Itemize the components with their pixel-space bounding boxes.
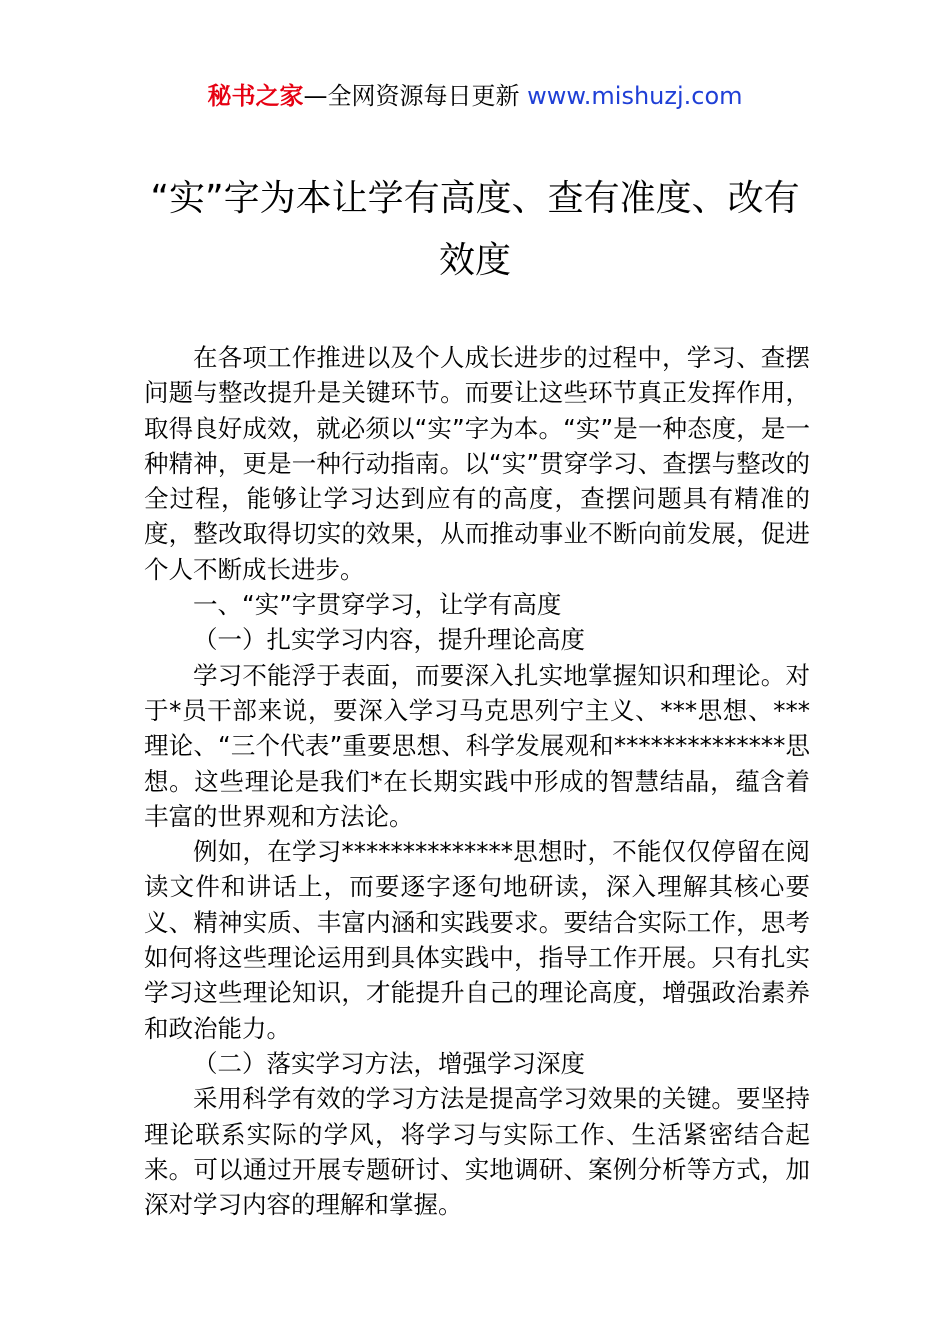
section-heading-1: 一、“实”字贯穿学习，让学有高度: [193, 590, 562, 620]
site-brand: 秘书之家: [207, 82, 304, 110]
document-title: “实”字为本让学有高度、查有准度、改有效度: [150, 178, 800, 281]
body-paragraph: 例如，在学习**************思想时，不能仅仅停留在阅读文件和讲话上，而要逐字逐句地研读，深入理解其核心要义、精神实质、丰富内涵和实践要求。要结合实际工作，思考如何将这些理论运用到具体实践中，指导工作开展。只有扎实学习这些理论知识，才能提升自己的理论高度，增强政治素养和政治能力。: [144, 837, 810, 1043]
site-tagline: —全网资源每日更新: [303, 82, 520, 110]
document-body: [144, 340, 810, 1222]
site-header: [0, 80, 950, 112]
subsection-heading-1: （一）扎实学习内容，提升理论高度: [193, 625, 585, 655]
body-paragraph: 采用科学有效的学习方法是提高学习效果的关键。要坚持理论联系实际的学风，将学习与实际工作、生活紧密结合起来。可以通过开展专题研讨、实地调研、案例分析等方式，加深对学习内容的理解和掌握。: [144, 1084, 810, 1220]
body-paragraph: 学习不能浮于表面，而要深入扎实地掌握知识和理论。对于*员干部来说，要深入学习马克思列宁主义、***思想、***理论、“三个代表”重要思想、科学发展观和**************思想。这些理论是我们*在长期实践中形成的智慧结晶，蕴含着丰富的世界观和方法论。: [144, 660, 810, 831]
site-url-link[interactable]: www.mishuzj.com: [527, 82, 743, 110]
intro-paragraph: 在各项工作推进以及个人成长进步的过程中，学习、查摆问题与整改提升是关键环节。而要让这些环节真正发挥作用，取得良好成效，就必须以“实”字为本。“实”是一种态度，是一种精神，更是一种行动指南。以“实”贯穿学习、查摆与整改的全过程，能够让学习达到应有的高度，查摆问题具有精准的度，整改取得切实的效果，从而推动事业不断向前发展，促进个人不断成长进步。: [144, 343, 810, 584]
subsection-heading-2: （二）落实学习方法，增强学习深度: [193, 1048, 585, 1078]
